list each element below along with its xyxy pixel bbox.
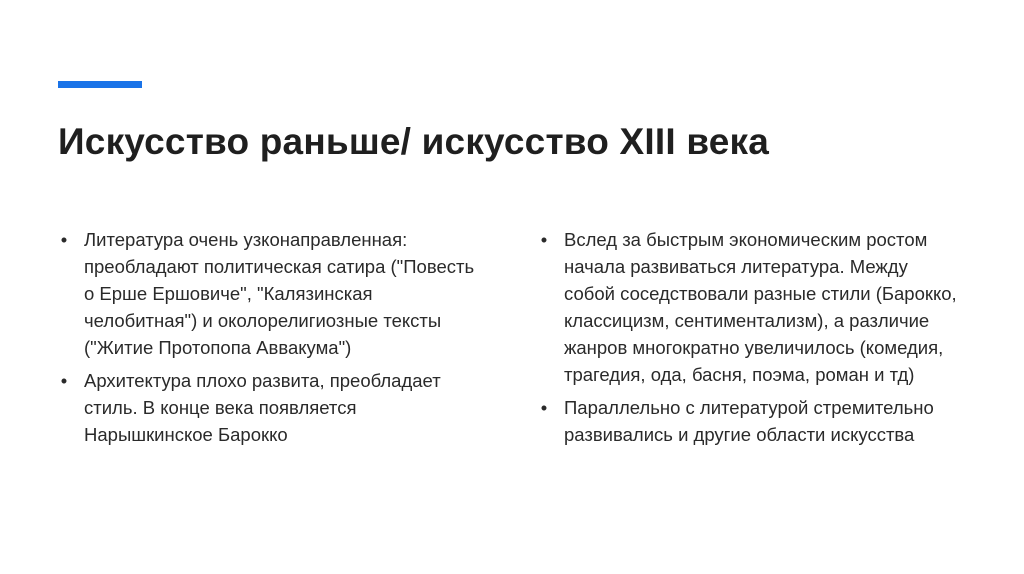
list-item (58, 226, 478, 361)
list-item (538, 226, 958, 388)
bullet-icon: • (540, 229, 548, 250)
list-item-text: Вслед за быстрым экономическим ростом начала развиваться литература. Между собой соседствовали разные стили (Барокко, классицизм, сентиментализм), а различие жанров многократно увеличилось (комедия, трагедия, ода, басня, поэма, роман и тд) (564, 229, 957, 385)
list-item (58, 367, 478, 448)
slide-title: Искусство раньше/ искусство XIII века (58, 121, 770, 162)
left-bullet-list (58, 226, 478, 454)
title-accent-bar (58, 81, 142, 88)
bullet-icon: • (540, 397, 548, 418)
list-item-text: Архитектура плохо развита, преобладает стиль. В конце века появляется Нарышкинское Барокко (84, 370, 441, 445)
right-bullet-list (538, 226, 958, 454)
list-item (538, 394, 958, 448)
list-item-text: Литература очень узконаправленная: преобладают политическая сатира ("Повесть о Ерше Ершовиче", "Калязинская челобитная") и околорелигиозные тексты ("Житие Протопопа Аввакума") (84, 229, 475, 358)
bullet-icon: • (60, 229, 68, 250)
list-item-text: Параллельно с литературой стремительно развивались и другие области искусства (564, 397, 934, 445)
bullet-icon: • (60, 370, 68, 391)
